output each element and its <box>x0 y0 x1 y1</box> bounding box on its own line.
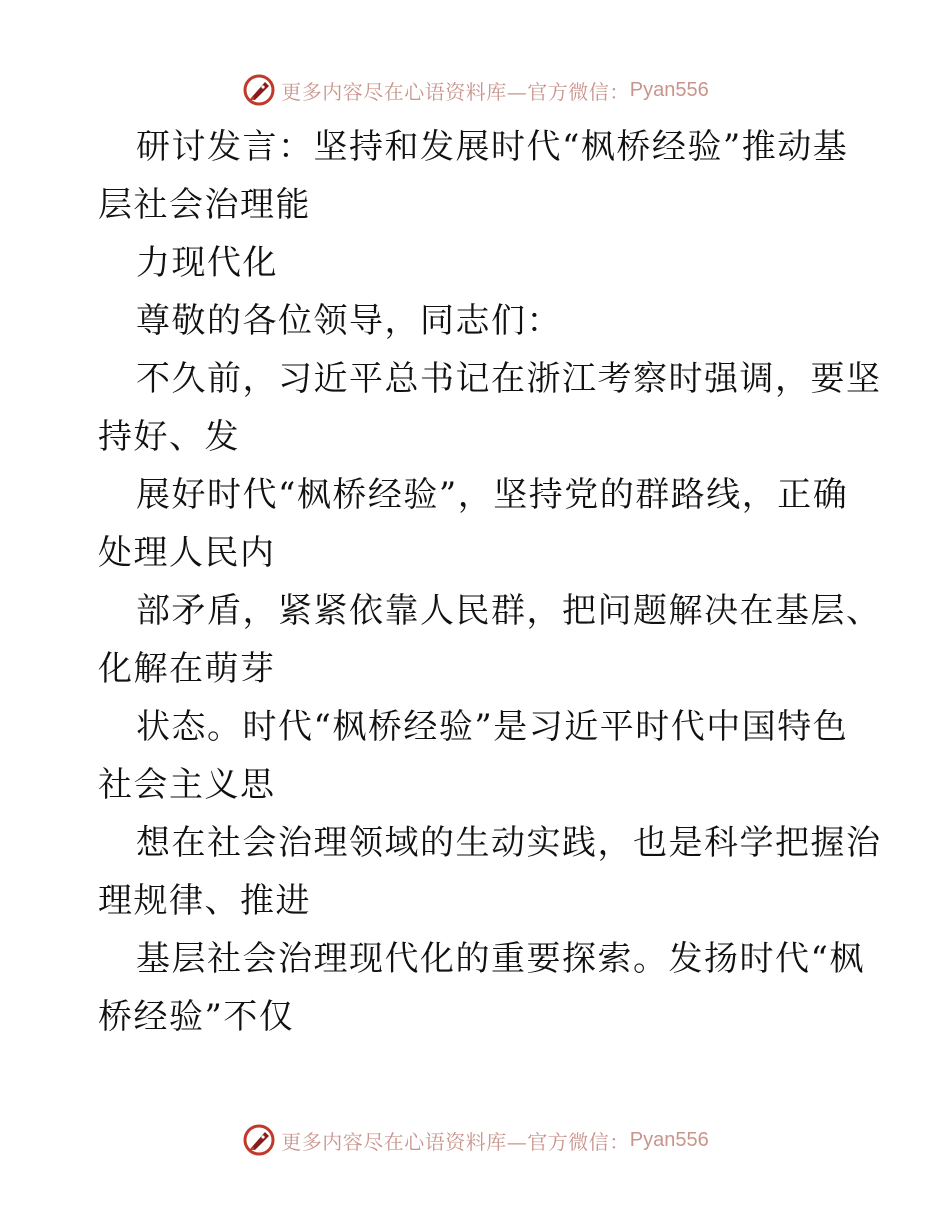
paragraph-line: 持好、发 <box>98 417 240 457</box>
paragraph-line: 展好时代“枫桥经验”，坚持党的群路线，正确 <box>136 475 849 515</box>
paragraph-line: 处理人民内 <box>98 533 276 573</box>
paragraph-line: 部矛盾，紧紧依靠人民群，把问题解决在基层、 <box>136 591 882 631</box>
paragraph-line: 想在社会治理领域的生动实践，也是科学把握治 <box>136 823 882 863</box>
paragraph-line: 社会主义思 <box>98 765 276 805</box>
watermark-text: 更多内容尽在心语资料库—官方微信： <box>281 79 630 104</box>
paragraph-line: 力现代化 <box>136 243 278 283</box>
footer-watermark <box>0 1120 950 1160</box>
paragraph-line: 基层社会治理现代化的重要探索。发扬时代“枫 <box>136 939 865 979</box>
paragraph-line: 化解在萌芽 <box>98 649 276 689</box>
paragraph-line: 桥经验”不仅 <box>98 997 295 1037</box>
paragraph-line: 理规律、推进 <box>98 881 311 921</box>
paragraph-line: 状态。时代“枫桥经验”是习近平时代中国特色 <box>136 707 849 747</box>
watermark-wechat-id: Pyan556 <box>629 78 709 101</box>
pen-nib-circle-icon <box>241 1122 277 1158</box>
paragraph-line: 不久前，习近平总书记在浙江考察时强调，要坚 <box>136 359 882 399</box>
watermark-wechat-id: Pyan556 <box>629 1128 709 1151</box>
paragraph-line: 层社会治理能 <box>98 185 311 225</box>
header-watermark <box>0 70 950 110</box>
watermark-text: 更多内容尽在心语资料库—官方微信： <box>281 1129 630 1154</box>
paragraph-line: 尊敬的各位领导，同志们： <box>136 301 562 341</box>
document-body <box>98 118 882 1046</box>
pen-nib-circle-icon <box>241 72 277 108</box>
paragraph-line: 研讨发言：坚持和发展时代“枫桥经验”推动基 <box>136 127 849 167</box>
